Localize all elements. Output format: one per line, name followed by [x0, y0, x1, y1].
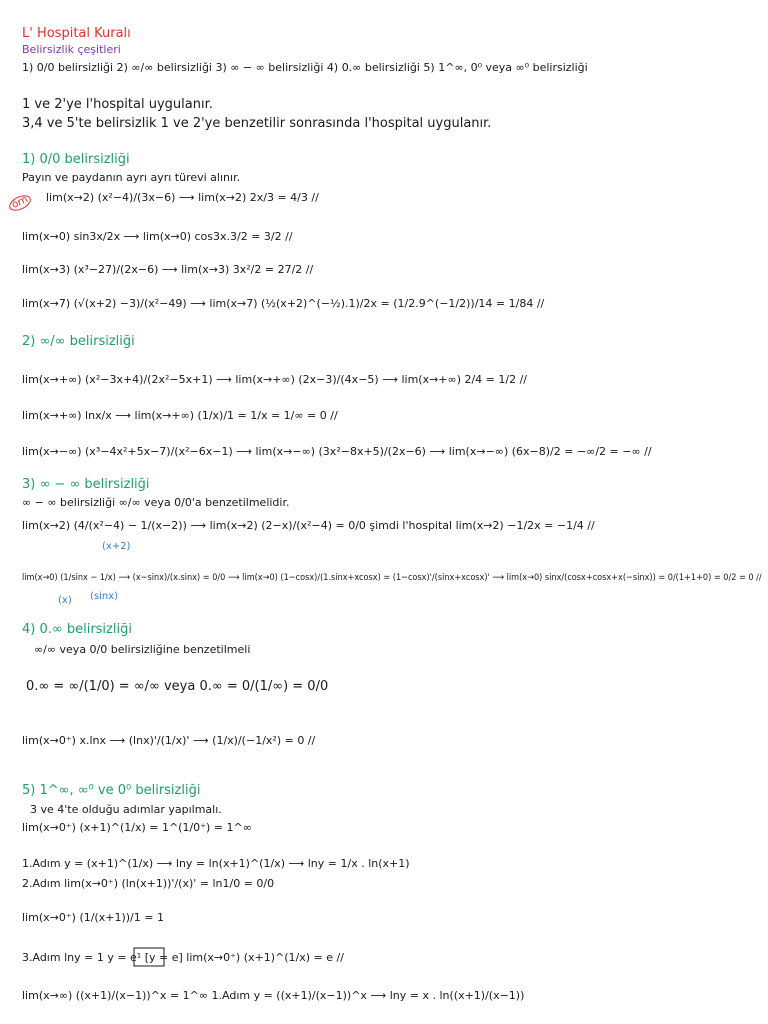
- s3-hint-1: (x+2): [102, 541, 131, 552]
- s4-example-1: lim(x→0⁺) x.lnx ⟶ (lnx)'/(1/x)' ⟶ (1/x)/(−1/x²) = 0 //: [22, 734, 316, 747]
- section-5-rule: 3 ve 4'te olduğu adımlar yapılmalı.: [30, 803, 222, 816]
- section-1-rule: Payın ve paydanın ayrı ayrı türevi alınır.: [22, 171, 241, 184]
- section-4-rule: ∞/∞ veya 0/0 belirsizliğine benzetilmeli: [34, 643, 251, 656]
- section-5-title: 5) 1^∞, ∞⁰ ve 0⁰ belirsizliği: [22, 783, 201, 798]
- section-3-rule: ∞ − ∞ belirsizliği ∞/∞ veya 0/0'a benzetilmelidir.: [22, 496, 290, 509]
- s5-line-4: lim(x→0⁺) (1/(x+1))/1 = 1: [22, 911, 164, 924]
- page-title: L' Hospital Kuralı: [22, 26, 131, 41]
- example-tag: örn: [10, 194, 30, 211]
- s1-example-2: lim(x→0) sin3x/2x ⟶ lim(x→0) cos3x.3/2 = 3/2 //: [22, 230, 293, 243]
- note-1: 1 ve 2'ye l'hospital uygulanır.: [22, 97, 213, 112]
- result-box: [134, 948, 164, 966]
- s3-hint-2a: (x): [58, 595, 72, 606]
- note-2: 3,4 ve 5'te belirsizlik 1 ve 2'ye benzetilir sonrasında l'hospital uygulanır.: [22, 116, 492, 131]
- s5-step-2: 2.Adım lim(x→0⁺) (ln(x+1))'/(x)' = ln1/0 = 0/0: [22, 877, 275, 890]
- s1-example-1: lim(x→2) (x²−4)/(3x−6) ⟶ lim(x→2) 2x/3 = 4/3 //: [46, 191, 319, 204]
- s2-example-1: lim(x→+∞) (x²−3x+4)/(2x²−5x+1) ⟶ lim(x→+∞) (2x−3)/(4x−5) ⟶ lim(x→+∞) 2/4 = 1/2 //: [22, 373, 528, 386]
- s1-example-3: lim(x→3) (x³−27)/(2x−6) ⟶ lim(x→3) 3x²/2 = 27/2 //: [22, 263, 314, 276]
- example-circle-mark: [7, 193, 32, 213]
- section-1-title: 1) 0/0 belirsizliği: [22, 152, 130, 167]
- s3-hint-2b: (sinx): [90, 591, 119, 602]
- s5-example-2: lim(x→∞) ((x+1)/(x−1))^x = 1^∞ 1.Adım y = ((x+1)/(x−1))^x ⟶ lny = x . ln((x+1)/(x−1)): [22, 989, 525, 1002]
- s3-example-1: lim(x→2) (4/(x²−4) − 1/(x−2)) ⟶ lim(x→2) (2−x)/(x²−4) = 0/0 şimdi l'hospital lim(x→2) −1/2x = −1/4 //: [22, 519, 595, 532]
- s2-example-3: lim(x→−∞) (x³−4x²+5x−7)/(x²−6x−1) ⟶ lim(x→−∞) (3x²−8x+5)/(2x−6) ⟶ lim(x→−∞) (6x−8)/2 = −∞/2 = −∞ //: [22, 445, 652, 458]
- s3-example-2: lim(x→0) (1/sinx − 1/x) ⟶ (x−sinx)/(x.sinx) = 0/0 ⟶ lim(x→0) (1−cosx)/(1.sinx+xcosx) = (1−cosx)'/(sinx+xcosx)' ⟶ lim(x→0) sinx/(cosx+cosx+x(−sinx)) = 0/(1+1+0) = 0/2 = 0 //: [22, 572, 762, 583]
- section-4-title: 4) 0.∞ belirsizliği: [22, 622, 132, 637]
- s5-step-3: 3.Adım lny = 1 y = e¹ [y = e] lim(x→0⁺) (x+1)^(1/x) = e //: [22, 951, 344, 964]
- s5-line-1: lim(x→0⁺) (x+1)^(1/x) = 1^(1/0⁺) = 1^∞: [22, 821, 252, 834]
- indeterminate-types-list: 1) 0/0 belirsizliği 2) ∞/∞ belirsizliği 3) ∞ − ∞ belirsizliği 4) 0.∞ belirsizliği 5) 1^∞, 0⁰ veya ∞⁰ belirsizliği: [22, 61, 588, 74]
- section-2-title: 2) ∞/∞ belirsizliği: [22, 334, 135, 349]
- subtitle: Belirsizlik çeşitleri: [22, 43, 121, 56]
- s4-identity: 0.∞ = ∞/(1/0) = ∞/∞ veya 0.∞ = 0/(1/∞) = 0/0: [26, 679, 329, 694]
- s5-step-1: 1.Adım y = (x+1)^(1/x) ⟶ lny = ln(x+1)^(1/x) ⟶ lny = 1/x . ln(x+1): [22, 857, 410, 870]
- s2-example-2: lim(x→+∞) lnx/x ⟶ lim(x→+∞) (1/x)/1 = 1/x = 1/∞ = 0 //: [22, 409, 338, 422]
- section-3-title: 3) ∞ − ∞ belirsizliği: [22, 477, 150, 492]
- s1-example-4: lim(x→7) (√(x+2) −3)/(x²−49) ⟶ lim(x→7) (½(x+2)^(−½).1)/2x = (1/2.9^(−1/2))/14 = 1/84 //: [22, 297, 545, 310]
